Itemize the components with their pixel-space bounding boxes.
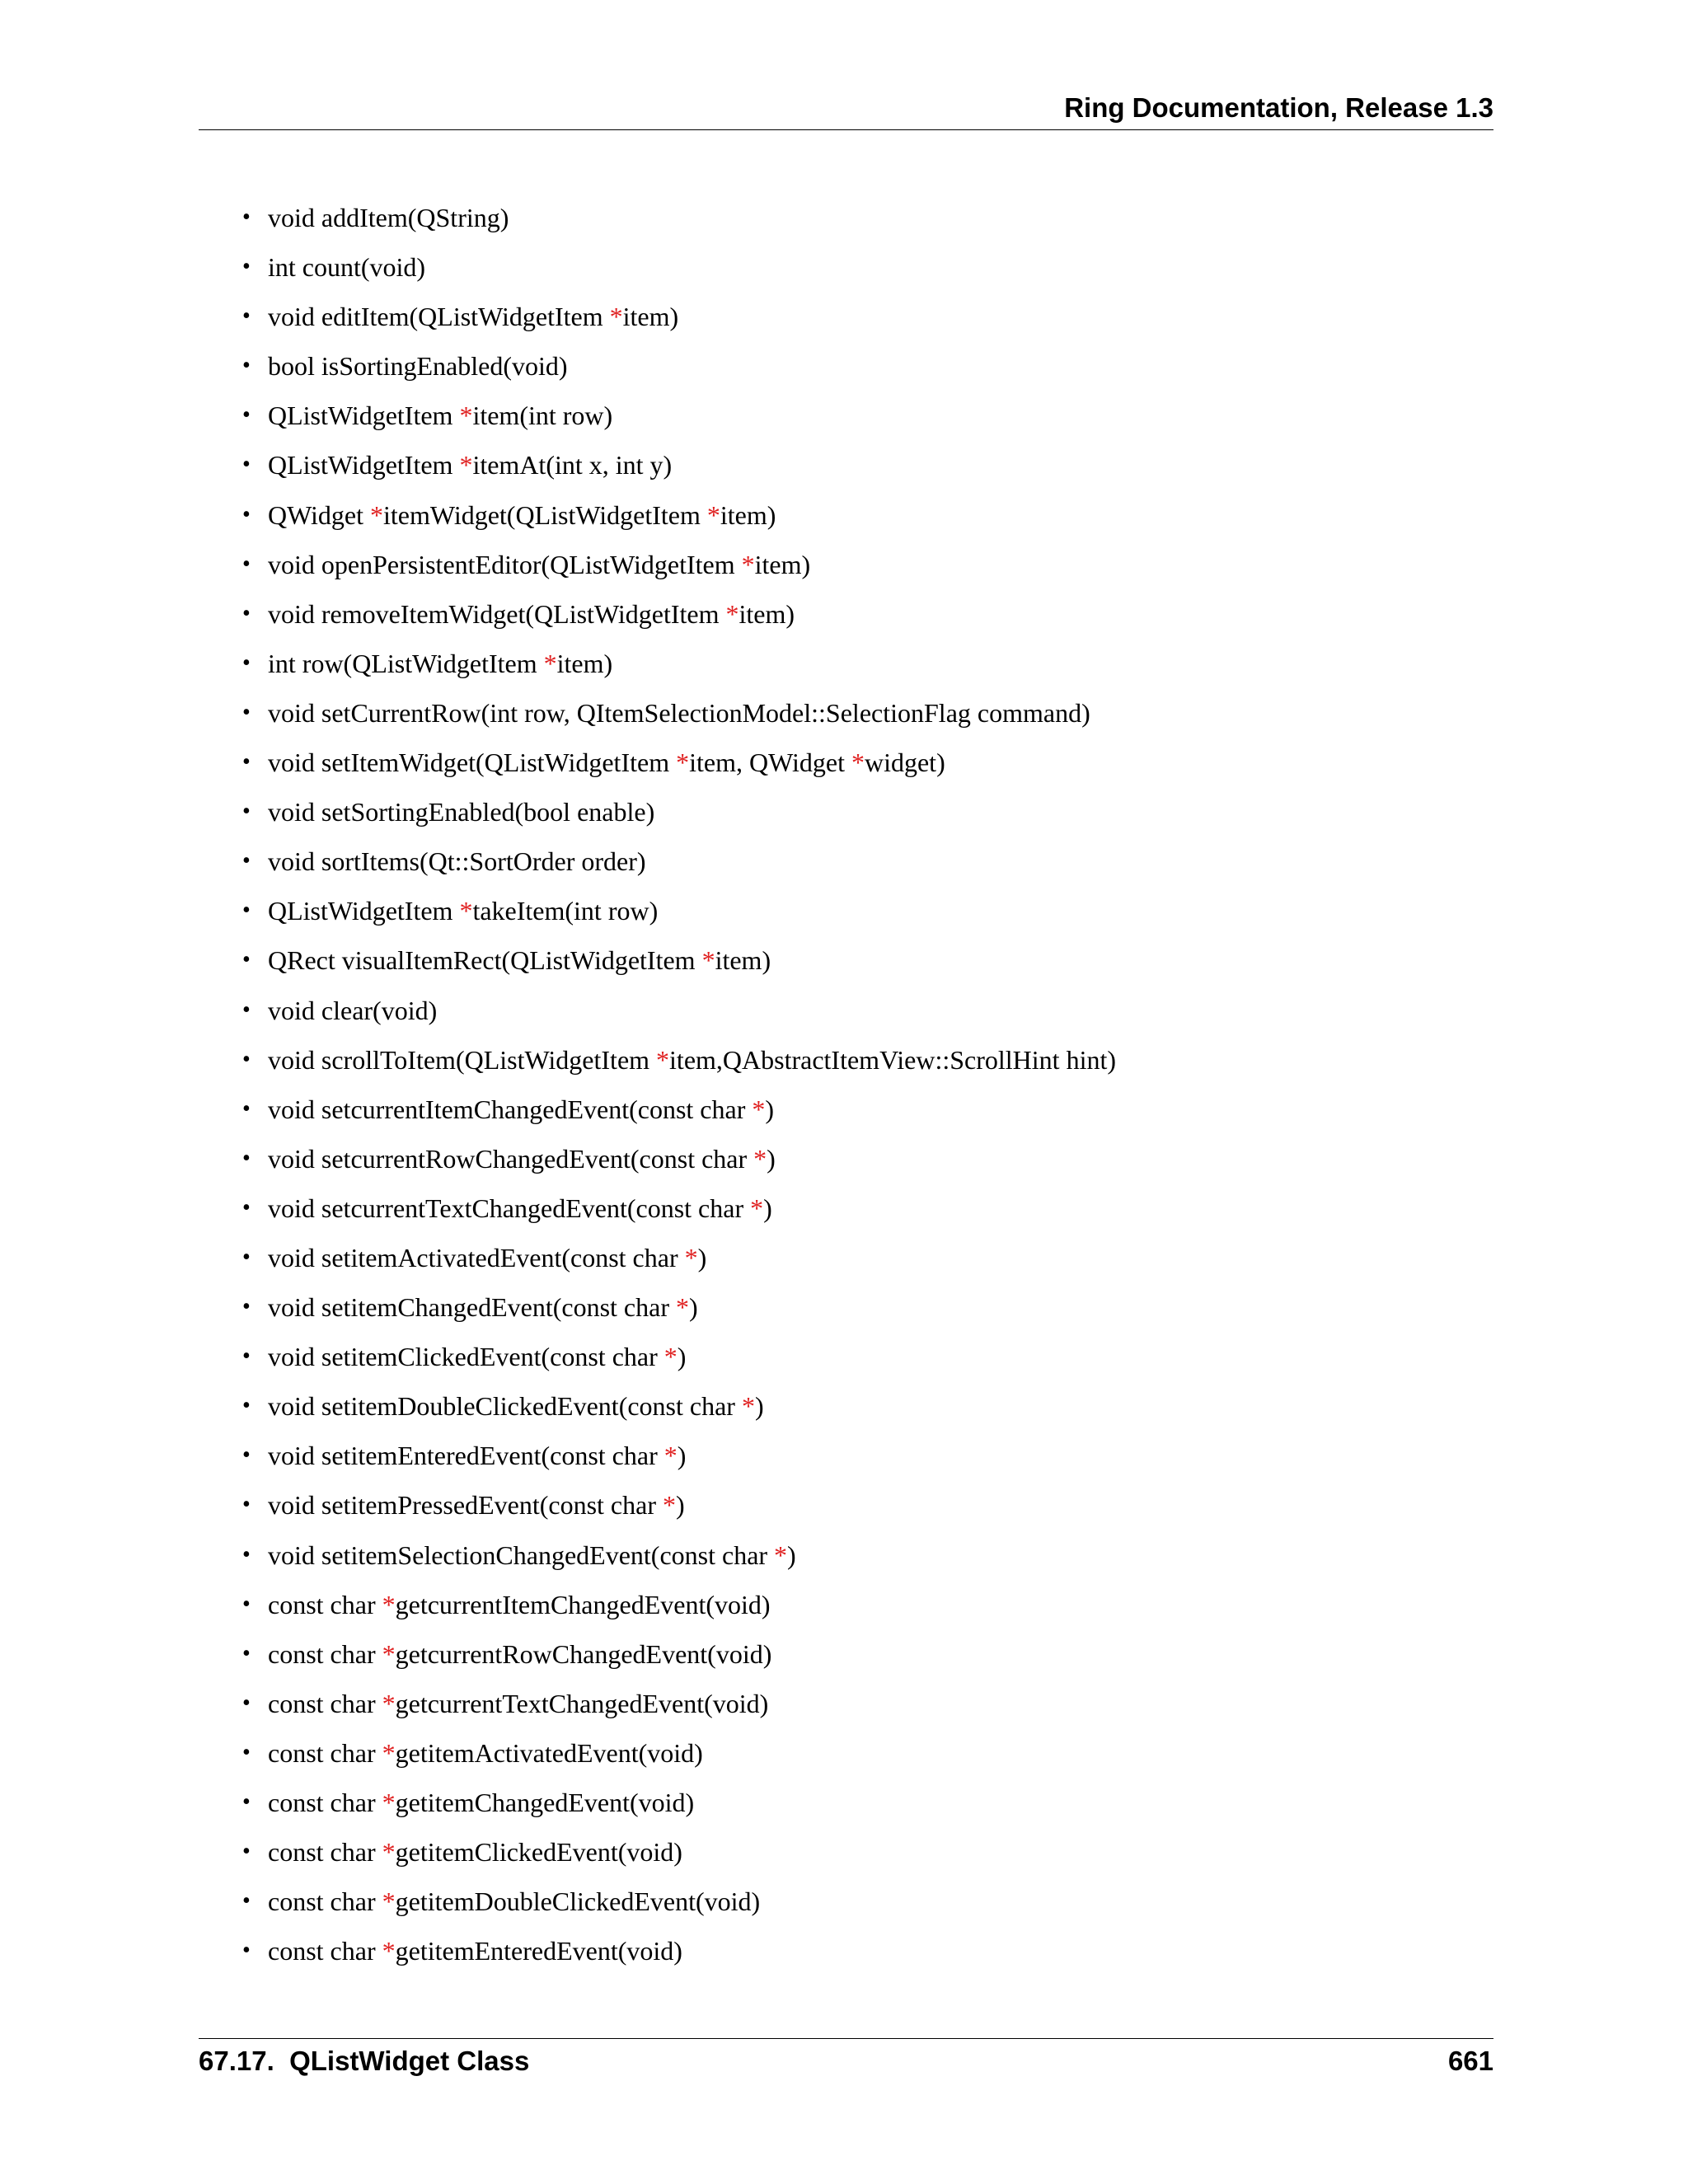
method-signature: void setCurrentRow(int row, QItemSelectionModel::SelectionFlag command): [268, 697, 1090, 728]
method-signature: void setitemChangedEvent(const char *): [268, 1292, 698, 1323]
method-signature: const char *getitemEnteredEvent(void): [268, 1936, 682, 1966]
method-signature: void setitemClickedEvent(const char *): [268, 1342, 687, 1372]
bullet-icon: •: [242, 1145, 251, 1171]
method-list-item: [239, 1835, 1116, 1885]
method-signature: QListWidgetItem *item(int row): [268, 401, 613, 431]
method-list-item: [239, 1488, 1116, 1538]
pointer-asterisk: *: [370, 499, 384, 530]
method-signature: void openPersistentEditor(QListWidgetItem *item): [268, 549, 811, 579]
pointer-asterisk: *: [750, 1193, 764, 1223]
pointer-asterisk: *: [382, 1737, 396, 1768]
bullet-icon: •: [242, 699, 251, 725]
pointer-asterisk: *: [543, 648, 557, 678]
pointer-asterisk: *: [701, 945, 715, 976]
method-list-item: [239, 647, 1116, 696]
method-list-item: [239, 251, 1116, 300]
method-list-item: [239, 795, 1116, 845]
method-list-item: [239, 1093, 1116, 1142]
bullet-icon: •: [242, 1789, 251, 1815]
method-signature: void setitemPressedEvent(const char *): [268, 1490, 685, 1521]
pointer-asterisk: *: [663, 1342, 678, 1372]
bullet-icon: •: [242, 996, 251, 1023]
method-signature: void removeItemWidget(QListWidgetItem *item): [268, 598, 795, 629]
method-signature: void setSortingEnabled(bool enable): [268, 797, 655, 827]
method-list-item: [239, 1934, 1116, 1984]
pointer-asterisk: *: [752, 1094, 766, 1124]
method-signature: const char *getcurrentItemChangedEvent(void): [268, 1589, 771, 1619]
pointer-asterisk: *: [459, 401, 473, 431]
pointer-asterisk: *: [382, 1788, 396, 1817]
bullet-icon: •: [242, 501, 251, 527]
pointer-asterisk: *: [459, 450, 473, 480]
pointer-asterisk: *: [676, 748, 690, 778]
method-signature: QRect visualItemRect(QListWidgetItem *item): [268, 945, 771, 976]
method-list-item: [239, 598, 1116, 647]
bullet-icon: •: [242, 1442, 251, 1469]
method-list-item: [239, 1786, 1116, 1835]
pointer-asterisk: *: [774, 1540, 788, 1570]
method-list-item: [239, 499, 1116, 548]
footer-rule: [199, 2038, 1493, 2039]
bullet-icon: •: [242, 1839, 251, 1865]
method-signature: int row(QListWidgetItem *item): [268, 648, 613, 678]
page-number: 661: [1447, 2046, 1493, 2076]
pointer-asterisk: *: [741, 1391, 755, 1422]
method-signature: void sortItems(Qt::SortOrder order): [268, 846, 646, 877]
pointer-asterisk: *: [382, 1589, 396, 1619]
bullet-icon: •: [242, 947, 251, 973]
bullet-icon: •: [242, 1591, 251, 1617]
method-signature: const char *getitemActivatedEvent(void): [268, 1737, 703, 1768]
method-signature: void setcurrentItemChangedEvent(const char *): [268, 1094, 774, 1124]
pointer-asterisk: *: [382, 1638, 396, 1669]
bullet-icon: •: [242, 799, 251, 825]
bullet-icon: •: [242, 1492, 251, 1518]
bullet-icon: •: [242, 1888, 251, 1915]
method-signature: const char *getcurrentRowChangedEvent(void): [268, 1638, 772, 1669]
method-signature: void setitemEnteredEvent(const char *): [268, 1441, 687, 1471]
method-list-item: [239, 746, 1116, 795]
method-list-item: [239, 1885, 1116, 1934]
header-rule: [199, 129, 1493, 130]
method-list-item: [239, 1390, 1116, 1439]
method-list-item: [239, 894, 1116, 944]
method-signature: void setitemDoubleClickedEvent(const char *): [268, 1391, 764, 1422]
method-signature: const char *getitemChangedEvent(void): [268, 1788, 695, 1817]
method-signature: void scrollToItem(QListWidgetItem *item,QAbstractItemView::ScrollHint hint): [268, 1044, 1116, 1075]
bullet-icon: •: [242, 353, 251, 379]
bullet-icon: •: [242, 254, 251, 280]
pointer-asterisk: *: [753, 1143, 767, 1174]
pointer-asterisk: *: [609, 302, 623, 332]
bullet-icon: •: [242, 204, 251, 230]
bullet-icon: •: [242, 551, 251, 577]
method-signature: const char *getitemClickedEvent(void): [268, 1837, 682, 1868]
bullet-icon: •: [242, 898, 251, 924]
method-list-item: [239, 1736, 1116, 1786]
method-list-item: [239, 1439, 1116, 1488]
method-list-item: [239, 994, 1116, 1043]
method-list-item: [239, 1241, 1116, 1291]
bullet-icon: •: [242, 1343, 251, 1370]
bullet-icon: •: [242, 1640, 251, 1666]
method-signature: void setItemWidget(QListWidgetItem *item, QWidget *widget): [268, 748, 945, 778]
footer-section-title: 67.17. QListWidget Class: [199, 2046, 530, 2076]
pointer-asterisk: *: [725, 598, 739, 629]
method-list: [239, 201, 1116, 1984]
pointer-asterisk: *: [382, 1688, 396, 1718]
method-list-item: [239, 1638, 1116, 1687]
method-list-item: [239, 1291, 1116, 1340]
method-signature: void setitemActivatedEvent(const char *): [268, 1242, 707, 1272]
pointer-asterisk: *: [382, 1886, 396, 1917]
method-signature: QListWidgetItem *itemAt(int x, int y): [268, 450, 673, 480]
bullet-icon: •: [242, 600, 251, 626]
bullet-icon: •: [242, 1194, 251, 1221]
method-list-item: [239, 696, 1116, 746]
pointer-asterisk: *: [662, 1490, 676, 1521]
method-signature: QWidget *itemWidget(QListWidgetItem *item): [268, 499, 776, 530]
running-header-title: Ring Documentation, Release 1.3: [1064, 92, 1493, 123]
method-list-item: [239, 1588, 1116, 1638]
bullet-icon: •: [242, 848, 251, 874]
method-list-item: [239, 845, 1116, 894]
method-signature: void setcurrentRowChangedEvent(const char *): [268, 1143, 776, 1174]
pointer-asterisk: *: [459, 896, 473, 926]
method-signature: void addItem(QString): [268, 203, 509, 232]
pointer-asterisk: *: [706, 499, 720, 530]
pointer-asterisk: *: [741, 549, 755, 579]
method-signature: void editItem(QListWidgetItem *item): [268, 302, 679, 332]
method-list-item: [239, 1340, 1116, 1390]
pointer-asterisk: *: [675, 1292, 689, 1323]
pointer-asterisk: *: [382, 1936, 396, 1966]
bullet-icon: •: [242, 303, 251, 330]
method-signature: void clear(void): [268, 995, 438, 1025]
bullet-icon: •: [242, 1938, 251, 1964]
bullet-icon: •: [242, 1393, 251, 1419]
bullet-icon: •: [242, 1294, 251, 1320]
method-signature: void setitemSelectionChangedEvent(const char *): [268, 1540, 796, 1570]
method-list-item: [239, 349, 1116, 399]
method-list-item: [239, 548, 1116, 598]
pointer-asterisk: *: [663, 1441, 678, 1471]
method-signature: const char *getitemDoubleClickedEvent(void): [268, 1886, 761, 1917]
bullet-icon: •: [242, 1690, 251, 1716]
pointer-asterisk: *: [851, 748, 865, 778]
bullet-icon: •: [242, 1095, 251, 1122]
bullet-icon: •: [242, 1541, 251, 1568]
method-signature: bool isSortingEnabled(void): [268, 351, 568, 382]
pointer-asterisk: *: [684, 1242, 698, 1272]
method-list-item: [239, 1687, 1116, 1736]
method-signature: QListWidgetItem *takeItem(int row): [268, 896, 659, 926]
pointer-asterisk: *: [656, 1044, 670, 1075]
method-list-item: [239, 944, 1116, 993]
method-list-item: [239, 399, 1116, 448]
pointer-asterisk: *: [382, 1837, 396, 1868]
method-list-item: [239, 300, 1116, 349]
method-list-item: [239, 1142, 1116, 1192]
bullet-icon: •: [242, 1046, 251, 1072]
method-signature: const char *getcurrentTextChangedEvent(void): [268, 1688, 769, 1718]
bullet-icon: •: [242, 1244, 251, 1270]
method-list-item: [239, 448, 1116, 498]
bullet-icon: •: [242, 649, 251, 676]
method-list-item: [239, 1192, 1116, 1241]
bullet-icon: •: [242, 1739, 251, 1765]
bullet-icon: •: [242, 452, 251, 478]
bullet-icon: •: [242, 402, 251, 429]
bullet-icon: •: [242, 749, 251, 776]
method-list-item: [239, 201, 1116, 251]
method-signature: int count(void): [268, 252, 426, 283]
method-signature: void setcurrentTextChangedEvent(const char *): [268, 1193, 772, 1223]
method-list-item: [239, 1043, 1116, 1093]
method-list-item: [239, 1539, 1116, 1588]
